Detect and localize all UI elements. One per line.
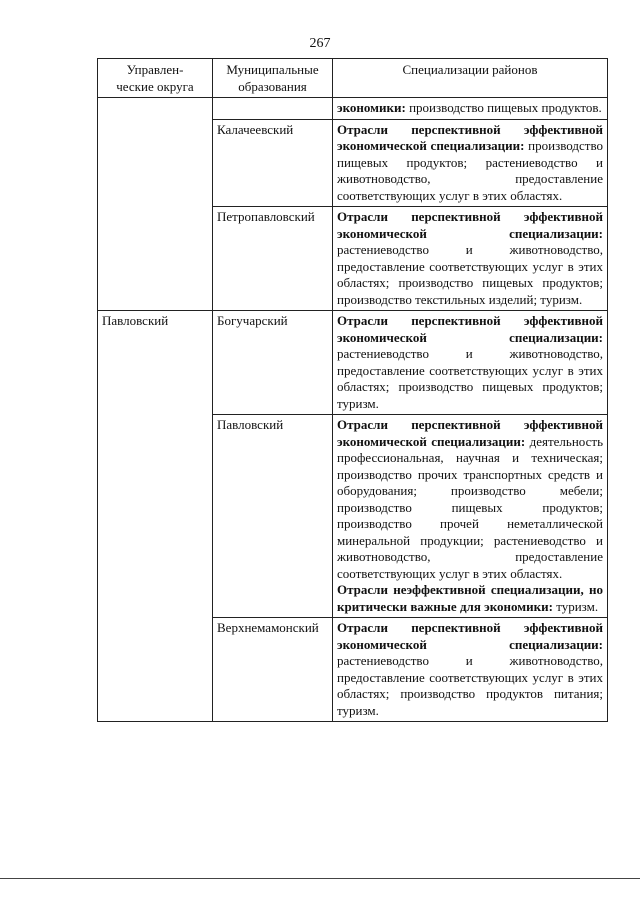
specialization-paragraph: Отрасли перспективной эффективной экономической специализации: растениеводство и животноводство, предоставление соответствующих услуг в этих областях; производство пищевых продуктов; производство текстильных изделий; туризм. [337,209,603,307]
district-cell [98,98,213,311]
municipality-cell [213,98,333,120]
header-specializations [333,59,608,98]
specialization-cell [333,311,608,415]
table-header-row [98,59,608,98]
specialization-heading: Отрасли перспективной эффективной экономической специализации: [337,121,603,153]
specialization-cell [333,618,608,722]
specialization-cell [333,119,608,207]
specialization-table [97,58,608,722]
table-row [98,311,608,415]
header-label: Управлен- ческие округа [116,62,194,94]
municipality-cell: Калачеевский [213,119,333,207]
specialization-heading: Отрасли перспективной эффективной экономической специализации: [337,313,603,345]
header-districts [98,59,213,98]
page-number: 267 [309,36,331,51]
municipality-cell: Богучарский [213,311,333,415]
specialization-heading: экономики: [337,100,406,115]
specialization-paragraph: Отрасли неэффективной специализации, но критически важные для экономики: туризм. [337,582,603,614]
specialization-paragraph: Отрасли перспективной эффективной экономической специализации: деятельность профессиональная, научная и техническая; производство прочих транспортных средств и оборудования; производство мебели; производство пищевых продуктов; производство прочей неметаллической минеральной продукции; растениеводство и животноводство, предоставление соответствующих услуг в этих областях. [337,417,603,581]
municipality-cell: Павловский [213,415,333,618]
district-cell: Павловский [98,311,213,722]
table-row [98,98,608,120]
specialization-paragraph: Отрасли перспективной эффективной экономической специализации: растениеводство и животноводство, предоставление соответствующих услуг в этих областях; производство продуктов питания; туризм. [337,620,603,718]
municipality-cell: Верхнемамонский [213,618,333,722]
header-label: Специализации районов [402,62,538,77]
specialization-cell [333,207,608,311]
specialization-heading: Отрасли перспективной эффективной экономической специализации: [337,417,603,449]
specialization-paragraph: экономики: производство пищевых продуктов. [337,100,602,115]
specialization-heading: Отрасли перспективной эффективной экономической специализации: [337,209,603,241]
header-label: Муниципальные образования [226,62,319,94]
specialization-paragraph: Отрасли перспективной эффективной экономической специализации: растениеводство и животноводство, предоставление соответствующих услуг в этих областях; производство пищевых продуктов; туризм. [337,313,603,411]
header-municipalities [213,59,333,98]
specialization-heading: Отрасли неэффективной специализации, но критически важные для экономики: [337,582,603,614]
specialization-heading: Отрасли перспективной эффективной экономической специализации: [337,620,603,652]
specialization-paragraph: Отрасли перспективной эффективной экономической специализации: производство пищевых продуктов; растениеводство и животноводство, предоставление соответствующих услуг в этих областях. [337,121,604,203]
municipality-cell: Петропавловский [213,207,333,311]
specialization-cell [333,98,608,120]
footer-rule [0,878,640,879]
specialization-cell [333,415,608,618]
